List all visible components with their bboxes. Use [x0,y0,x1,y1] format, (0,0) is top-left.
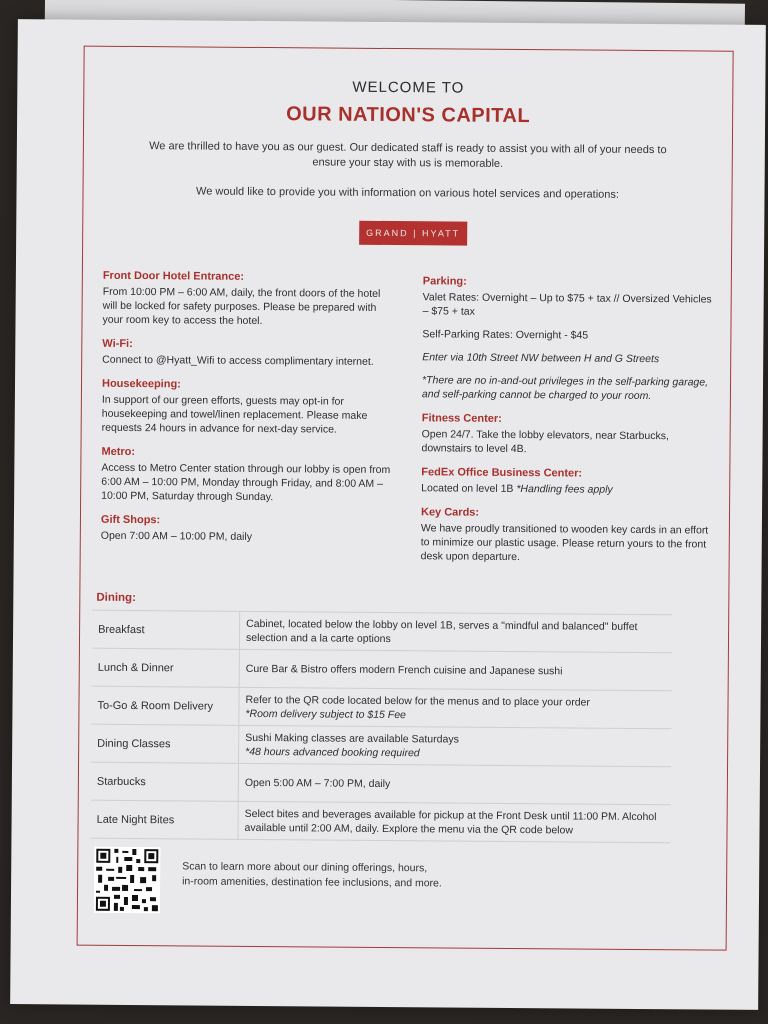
gift-shop-heading: Gift Shops: [100,513,161,527]
dining-description: Select bites and beverages available for pickup at the Front Desk until 11:00 PM. Alcohol available until 2:00 AM, daily. Explore the menu via the QR code below [238,801,671,842]
metro-section [101,445,391,505]
fedex-body [421,481,711,497]
table-row [91,762,671,805]
key-cards-heading: Key Cards: [420,506,480,519]
housekeeping-heading: Housekeeping: [101,377,181,391]
wifi-heading: Wi-Fi: [102,337,133,350]
front-door-heading: Front Door Hotel Entrance: [102,269,245,283]
dining-category: Breakfast [92,610,240,649]
table-row [92,648,672,691]
self-parking-rates: Self-Parking Rates: Overnight - $45 [422,328,589,342]
parking-section [422,274,713,403]
left-column [101,269,393,555]
parking-entrance: Enter via 10th Street NW between H and G Streets [422,351,660,366]
dining-description: Refer to the QR code located below for the menus and to place your order [245,693,590,709]
front-door-body: From 10:00 PM – 6:00 AM, daily, the front doors of the hotel will be locked for safety purposes. Please be prepared with your room key to access the hotel. [102,285,381,328]
metro-heading: Metro: [101,445,136,459]
dining-category: Late Night Bites [90,800,238,839]
gift-shop-section [101,513,391,545]
dining-description: Cure Bar & Bistro offers modern French cuisine and Japanese sushi [239,649,672,690]
dining-category: Dining Classes [91,724,239,763]
dining-table [90,610,672,844]
qr-code-icon [94,847,161,914]
dining-heading: Dining: [96,591,136,605]
housekeeping-section [102,377,392,437]
table-row [91,724,671,767]
dining-category: Lunch & Dinner [92,648,240,687]
valet-rates: Valet Rates: Overnight – Up to $75 + tax // Oversized Vehicles – $75 + tax [422,291,712,318]
fedex-section [421,465,711,497]
qr-caption-line-1: Scan to learn more about our dining offerings, hours, [182,860,428,875]
qr-caption-line-2: in-room amenities, destination fee inclusions, and more. [182,875,442,890]
qr-code[interactable] [94,847,161,914]
welcome-text: WELCOME TO [352,78,465,97]
dining-description: Cabinet, located below the lobby on level 1B, serves a "mindful and balanced" buffet selection and a la carte options [239,611,672,652]
table-row [92,610,672,653]
dining-category: To-Go & Room Delivery [91,686,239,725]
fedex-note: *Handling fees apply [516,483,613,496]
intro-text: We are thrilled to have you as our guest. Our dedicated staff is ready to assist you with all of your needs to ensure your stay with us is memorable. [149,140,667,170]
dining-description-cell [239,687,672,728]
right-column [421,274,713,575]
table-row [90,800,670,843]
dining-description: Open 5:00 AM – 7:00 PM, daily [238,763,671,804]
housekeeping-body: In support of our green efforts, guests may opt-in for housekeeping and towel/linen replacement. Please make requests 24 hours in advance for next-day service. [101,393,368,436]
dining-description: Sushi Making classes are available Saturdays [245,731,459,746]
fedex-location: Located on level 1B [421,482,514,495]
flyer-frame [77,46,734,951]
key-cards-section [421,505,711,565]
dining-note: *48 hours advanced booking required [245,745,420,759]
dining-note: *Room delivery subject to $15 Fee [245,707,406,721]
wifi-body: Connect to @Hyatt_Wifi to access complimentary internet. [102,353,374,368]
fedex-heading: FedEx Office Business Center: [421,466,583,480]
fitness-heading: Fitness Center: [421,412,502,425]
flyer-sheet [10,19,766,1010]
page-title: OUR NATION'S CAPITAL [286,103,531,128]
intro-text-2: We would like to provide you with information on various hotel services and operations: [196,185,620,201]
wifi-section [102,337,392,369]
grand-hyatt-logo: GRAND | HYATT [359,221,467,246]
fitness-section [421,411,711,457]
qr-caption [182,859,442,891]
parking-note: *There are no in-and-out privileges in the self-parking garage, and self-parking cannot be charged to your room. [421,374,709,403]
metro-body: Access to Metro Center station through our lobby is open from 6:00 AM – 10:00 PM, Monday through Friday, and 8:00 AM – 10:00 PM, Saturday through Sunday. [101,461,391,504]
key-cards-body: We have proudly transitioned to wooden key cards in an effort to minimize our plastic usage. Please return yours to the front desk upon departure. [420,522,709,564]
front-door-section [102,269,392,329]
table-row [91,686,671,729]
parking-heading: Parking: [422,275,467,288]
fitness-body: Open 24/7. Take the lobby elevators, near Starbucks, downstairs to level 4B. [421,428,669,456]
gift-shop-body: Open 7:00 AM – 10:00 PM, daily [100,529,253,543]
dining-category: Starbucks [91,762,239,801]
dining-description-cell [239,725,672,766]
